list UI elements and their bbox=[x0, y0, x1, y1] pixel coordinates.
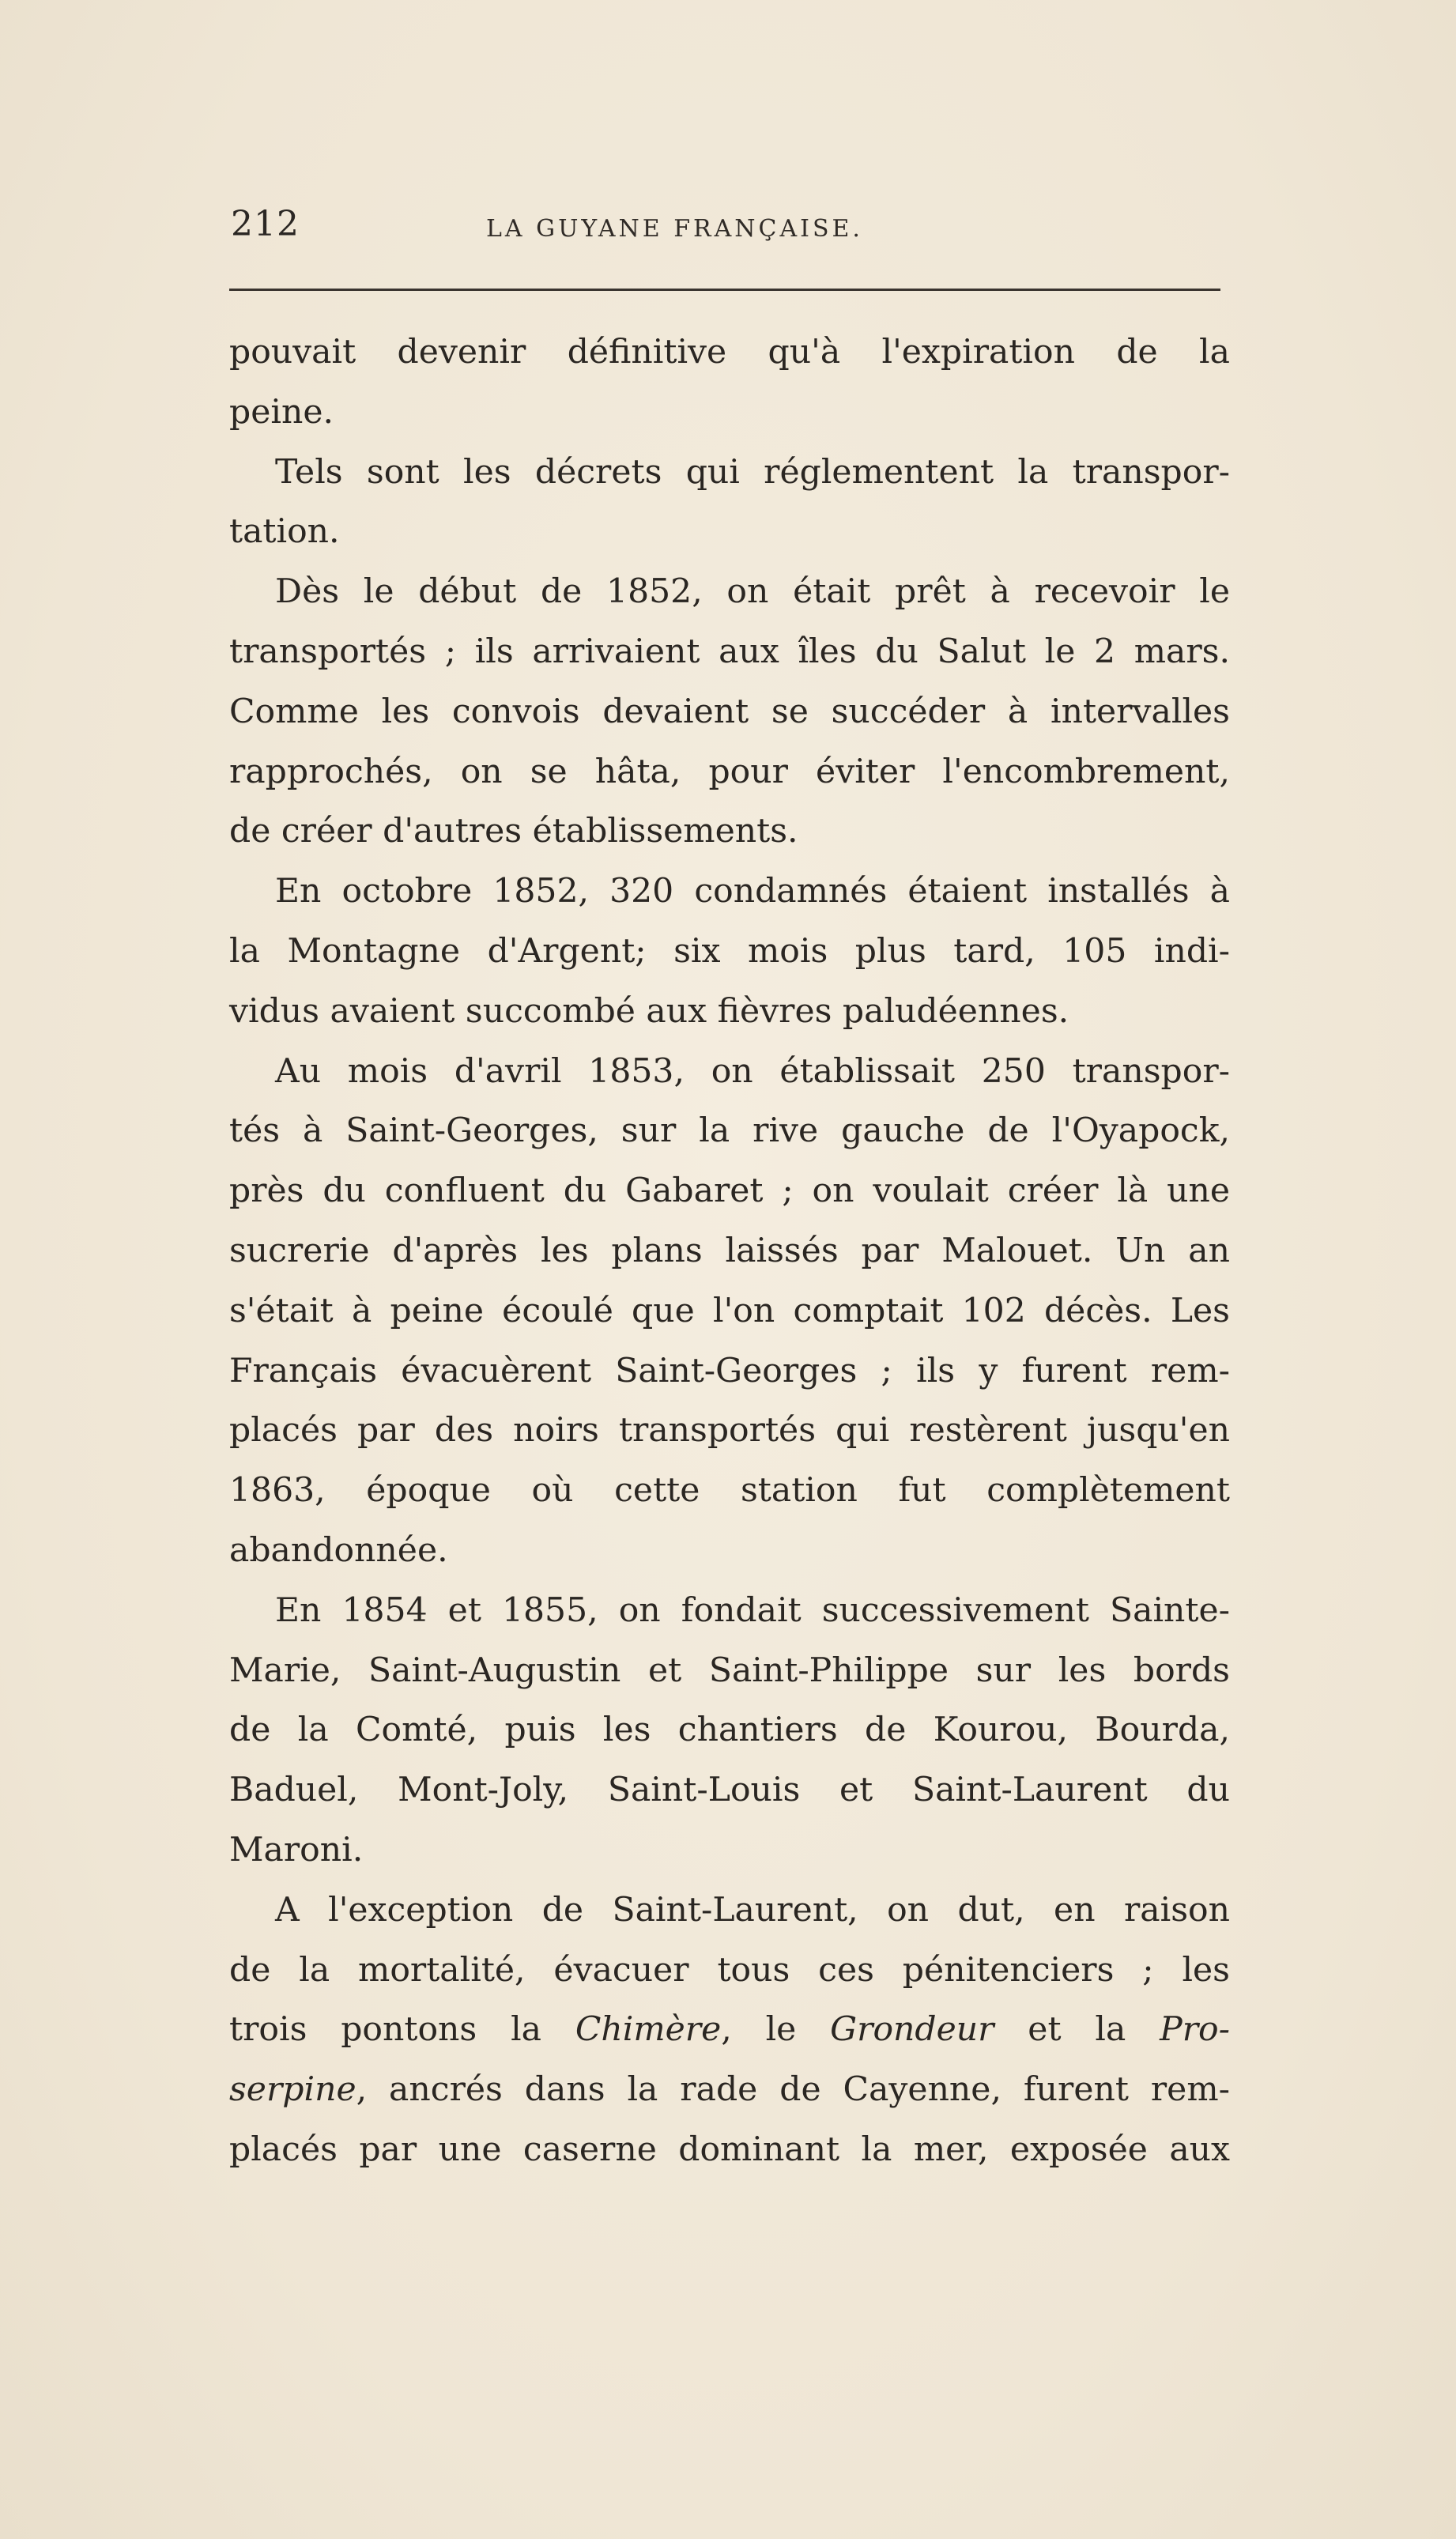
page-header bbox=[229, 204, 1225, 259]
italic-ship-name: Grondeur bbox=[830, 2010, 994, 2050]
text-line: Maroni. bbox=[229, 1830, 364, 1869]
text-line bbox=[229, 2000, 1230, 2060]
header-rule bbox=[229, 289, 1220, 291]
text-line: rapprochés, on se hâta, pour éviter l'encombrement, bbox=[229, 752, 1230, 791]
italic-ship-name: serpine bbox=[229, 2070, 356, 2110]
text-line: s'était à peine écoulé que l'on comptait 102 décès. Les bbox=[229, 1291, 1230, 1330]
italic-ship-name: Chimère bbox=[575, 2010, 722, 2050]
text-line: 1863, époque où cette station fut complètement bbox=[229, 1471, 1230, 1511]
text-line: de créer d'autres établissements. bbox=[229, 812, 798, 851]
text-segment: , ancrés dans la rade de Cayenne, furent rem- bbox=[356, 2070, 1230, 2110]
text-line: Comme les convois devaient se succéder à intervalles bbox=[229, 692, 1230, 731]
text-line: A l'exception de Saint-Laurent, on dut, en raison bbox=[275, 1890, 1230, 1930]
text-segment: et la bbox=[994, 2010, 1160, 2050]
text-segment: trois pontons la bbox=[229, 2010, 575, 2050]
text-line: vidus avaient succombé aux fièvres paludéennes. bbox=[229, 991, 1069, 1031]
text-line: tés à Saint-Georges, sur la rive gauche de l'Oyapock, bbox=[229, 1111, 1230, 1151]
text-line: En 1854 et 1855, on fondait successivement Sainte- bbox=[275, 1590, 1230, 1630]
page-number: 212 bbox=[231, 204, 300, 244]
text-line: Au mois d'avril 1853, on établissait 250 transpor- bbox=[275, 1051, 1230, 1091]
text-line: Dès le début de 1852, on était prêt à recevoir le bbox=[275, 572, 1230, 612]
text-line: près du confluent du Gabaret ; on voulait créer là une bbox=[229, 1171, 1230, 1211]
text-line: placés par une caserne dominant la mer, exposée aux bbox=[229, 2130, 1230, 2169]
text-line: pouvait devenir définitive qu'à l'expiration de la bbox=[229, 333, 1230, 372]
text-line: Marie, Saint-Augustin et Saint-Philippe sur les bords bbox=[229, 1651, 1230, 1690]
text-line: Français évacuèrent Saint-Georges ; ils y furent rem- bbox=[229, 1351, 1230, 1390]
text-line: Tels sont les décrets qui réglementent la transpor- bbox=[275, 452, 1230, 492]
text-line: de la mortalité, évacuer tous ces pénitenciers ; les bbox=[229, 1950, 1230, 1990]
text-segment: , le bbox=[721, 2010, 831, 2050]
text-line: transportés ; ils arrivaient aux îles du Salut le 2 mars. bbox=[229, 632, 1230, 671]
text-line: de la Comté, puis les chantiers de Kourou, Bourda, bbox=[229, 1711, 1230, 1750]
text-line: peine. bbox=[229, 392, 334, 432]
running-head: LA GUYANE FRANÇAISE. bbox=[486, 215, 863, 243]
text-line: En octobre 1852, 320 condamnés étaient installés à bbox=[275, 872, 1230, 911]
text-line: Baduel, Mont-Joly, Saint-Louis et Saint-Laurent du bbox=[229, 1771, 1230, 1810]
text-line: tation. bbox=[229, 512, 340, 552]
italic-ship-name: Pro- bbox=[1160, 2010, 1230, 2050]
text-line: la Montagne d'Argent; six mois plus tard, 105 indi- bbox=[229, 931, 1230, 971]
body-text bbox=[229, 323, 1230, 2180]
text-line: sucrerie d'après les plans laissés par Malouet. Un an bbox=[229, 1231, 1230, 1270]
text-line: placés par des noirs transportés qui restèrent jusqu'en bbox=[229, 1411, 1230, 1451]
text-line: abandonnée. bbox=[229, 1530, 448, 1570]
text-line bbox=[229, 2060, 1230, 2120]
